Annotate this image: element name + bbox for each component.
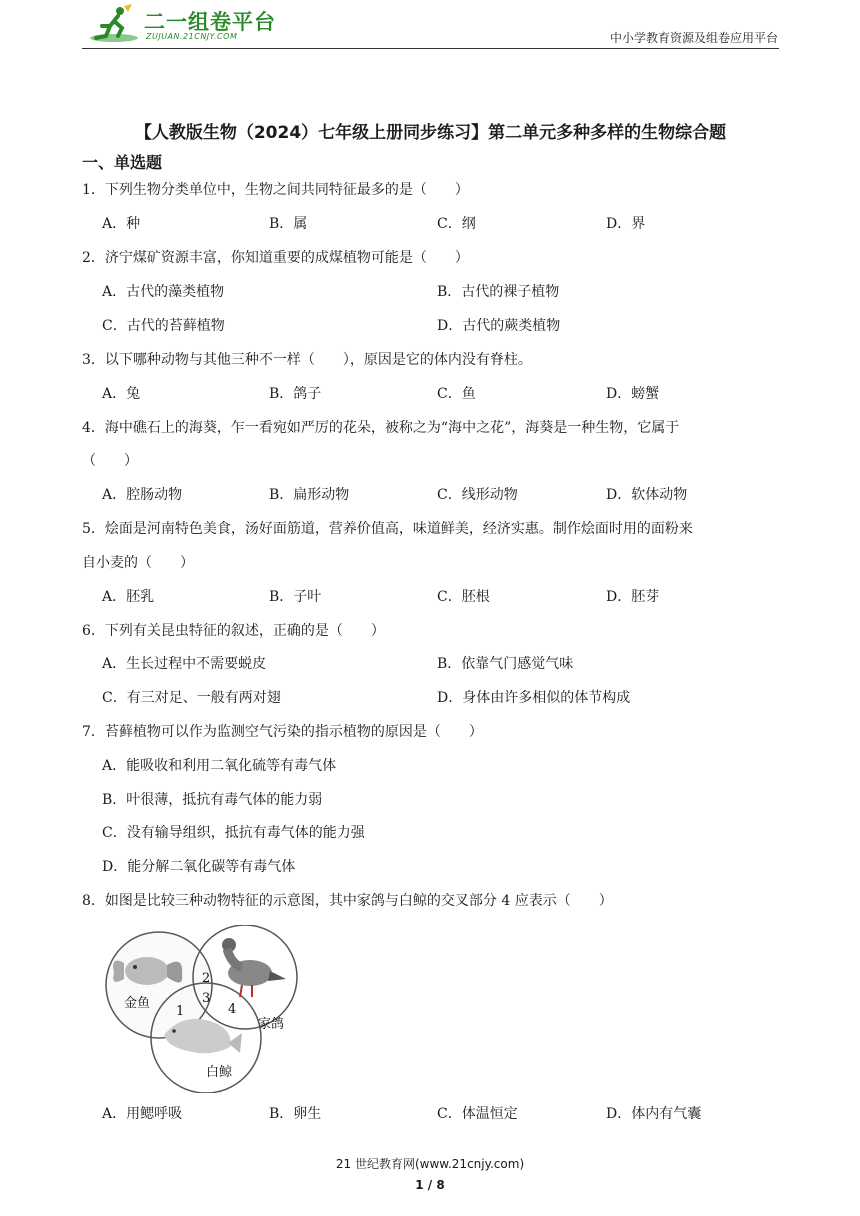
q1-option-a: A．种	[102, 216, 141, 232]
question-1: 1．下列生物分类单位中，生物之间共同特征最多的是（ ）	[82, 182, 469, 198]
q1-option-d: D．界	[606, 216, 646, 232]
venn-region-2: 2	[202, 971, 211, 986]
venn-region-4: 4	[228, 1002, 237, 1017]
question-3: 3．以下哪种动物与其他三种不一样（ ），原因是它的体内没有脊柱。	[82, 352, 532, 368]
logo-subtitle: ZUJUAN.21CNJY.COM	[146, 32, 238, 41]
header-platform-text: 中小学教育资源及组卷应用平台	[609, 31, 778, 45]
q5-option-d: D．胚芽	[606, 589, 660, 605]
q7-option-b: B．叶很薄，抵抗有毒气体的能力弱	[102, 792, 323, 808]
section-heading: 一、单选题	[82, 153, 163, 172]
q4-option-c: C．线形动物	[437, 487, 518, 503]
q5-option-c: C．胚根	[437, 589, 490, 605]
q2-option-b: B．古代的裸子植物	[437, 284, 560, 300]
q2-option-d: D．古代的蕨类植物	[437, 318, 561, 334]
question-5: 5．烩面是河南特色美食，汤好面筋道，营养价值高，味道鲜美，经济实惠。制作烩面时用的面粉来	[82, 521, 693, 537]
logo	[88, 4, 288, 44]
venn-diagram	[102, 925, 307, 1093]
q8-option-a: A．用鳃呼吸	[102, 1106, 183, 1122]
venn-label-beluga: 白鲸	[206, 1065, 233, 1080]
question-5-cont: 自小麦的（ ）	[82, 555, 194, 571]
venn-region-1: 1	[176, 1004, 185, 1019]
question-6: 6．下列有关昆虫特征的叙述，正确的是（ ）	[82, 623, 385, 639]
q8-option-b: B．卵生	[269, 1106, 322, 1122]
q4-option-b: B．扁形动物	[269, 487, 350, 503]
q4-option-d: D．软体动物	[606, 487, 688, 503]
q6-option-b: B．依靠气门感觉气味	[437, 656, 574, 672]
q3-option-a: A．兔	[102, 386, 141, 402]
question-7: 7．苔藓植物可以作为监测空气污染的指示植物的原因是（ ）	[82, 724, 483, 740]
q1-option-c: C．纲	[437, 216, 476, 232]
q3-option-c: C．鱼	[437, 386, 476, 402]
q2-option-a: A．古代的藻类植物	[102, 284, 225, 300]
question-4: 4．海中礁石上的海葵，乍一看宛如严厉的花朵，被称之为“海中之花”，海葵是一种生物，它属于	[82, 420, 680, 436]
q6-option-a: A．生长过程中不需要蜕皮	[102, 656, 267, 672]
q8-option-c: C．体温恒定	[437, 1106, 518, 1122]
q7-option-c: C．没有输导组织，抵抗有毒气体的能力强	[102, 825, 365, 841]
venn-label-pigeon: 家鸽	[258, 1017, 285, 1032]
header-divider	[82, 48, 779, 49]
q8-option-d: D．体内有气囊	[606, 1106, 702, 1122]
question-4-cont: （ ）	[82, 453, 138, 469]
venn-label-goldfish: 金鱼	[124, 996, 151, 1011]
q2-option-c: C．古代的苔藓植物	[102, 318, 225, 334]
pigeon-icon	[222, 938, 286, 997]
logo-text: 二一组卷平台	[144, 10, 276, 34]
q7-option-a: A．能吸收和利用二氧化硫等有毒气体	[102, 758, 337, 774]
q7-option-d: D．能分解二氧化碳等有毒气体	[102, 859, 296, 875]
footer-site: 21 世纪教育网(www.21cnjy.com)	[335, 1157, 525, 1171]
q3-option-b: B．鸽子	[269, 386, 322, 402]
q3-option-d: D．螃蟹	[606, 386, 660, 402]
question-8: 8．如图是比较三种动物特征的示意图，其中家鸽与白鲸的交叉部分 4 应表示（ ）	[82, 893, 613, 909]
q5-option-a: A．胚乳	[102, 589, 155, 605]
q6-option-c: C．有三对足、一般有两对翅	[102, 690, 281, 706]
q4-option-a: A．腔肠动物	[102, 487, 183, 503]
venn-region-3: 3	[202, 991, 211, 1006]
page-title: 【人教版生物（2024）七年级上册同步练习】第二单元多种多样的生物综合题	[134, 123, 727, 143]
q6-option-d: D．身体由许多相似的体节构成	[437, 690, 631, 706]
q5-option-b: B．子叶	[269, 589, 322, 605]
question-2: 2．济宁煤矿资源丰富，你知道重要的成煤植物可能是（ ）	[82, 250, 469, 266]
q1-option-b: B．属	[269, 216, 308, 232]
runner-logo-icon	[88, 4, 142, 44]
page-number: 1 / 8	[415, 1178, 445, 1192]
